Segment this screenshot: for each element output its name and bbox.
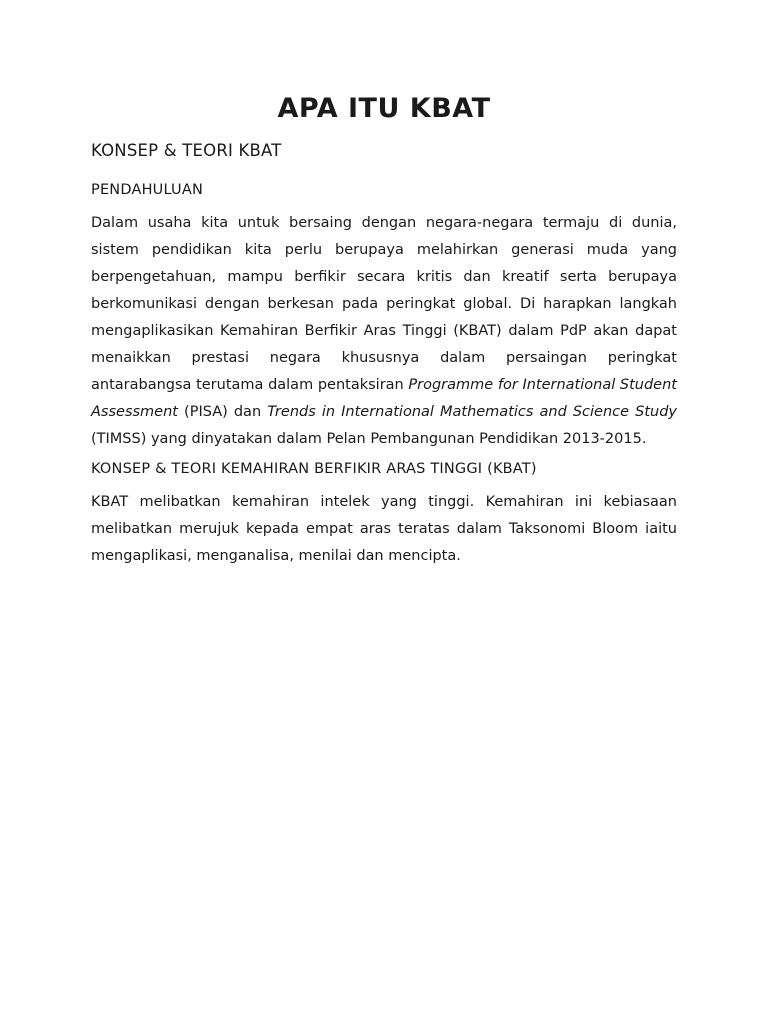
intro-text-part2: (PISA) dan	[177, 404, 268, 420]
intro-text-timss: Trends in International Mathematics and Science Study	[267, 404, 677, 420]
intro-text-part3: (TIMSS) yang dinyatakan dalam Pelan Pembangunan Pendidikan 2013-2015.	[91, 431, 647, 447]
intro-text-pisa: Programme for International Student Assessment	[91, 377, 677, 420]
concept-paragraph: KBAT melibatkan kemahiran intelek yang tinggi. Kemahiran ini kebiasaan melibatkan merujuk kepada empat aras teratas dalam Taksonomi Bloom iaitu mengaplikasi, menganalisa, menilai dan mencipta.	[91, 494, 677, 564]
concept-heading: KONSEP & TEORI KEMAHIRAN BERFIKIR ARAS TINGGI (KBAT)	[91, 461, 537, 477]
intro-text-part1: Dalam usaha kita untuk bersaing dengan negara-negara termaju di dunia, sistem pendidikan kita perlu berupaya melahirkan generasi muda yang berpengetahuan, mampu berfikir secara kritis dan kreatif serta berupaya berkomunikasi dengan berkesan pada peringkat global. Di harapkan langkah mengaplikasikan Kemahiran Berfikir Aras Tinggi (KBAT) dalam PdP akan dapat menaikkan prestasi negara khususnya dalam persaingan peringkat antarabangsa terutama dalam pentaksiran	[91, 215, 677, 393]
document-title: APA ITU KBAT	[277, 93, 491, 124]
intro-heading: PENDAHULUAN	[91, 182, 204, 198]
intro-paragraph	[91, 210, 677, 453]
section-heading: KONSEP & TEORI KBAT	[91, 141, 282, 160]
